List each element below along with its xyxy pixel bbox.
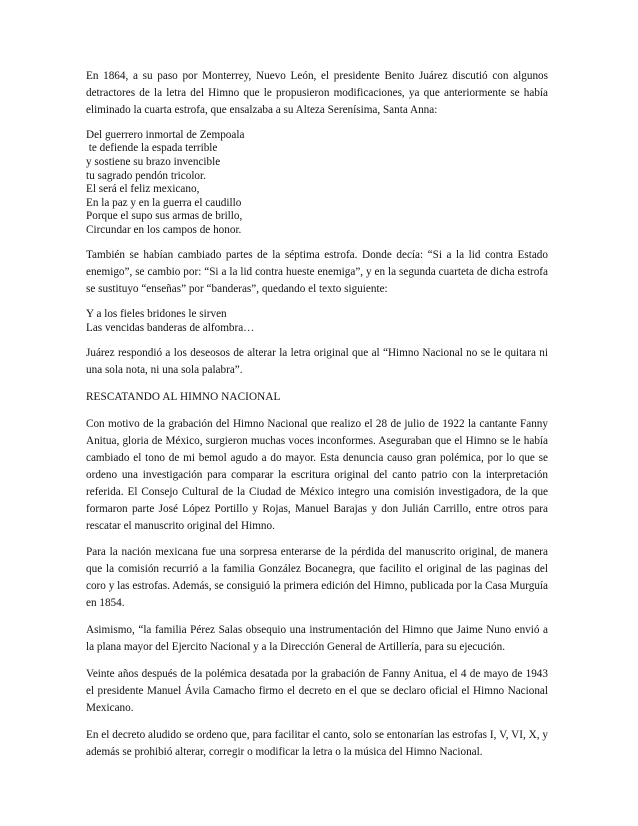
paragraph-septima-estrofa: También se habían cambiado partes de la séptima estrofa. Donde decía: “Si a la lid contra Estado enemigo”, se cambio por: “Si a la lid contra hueste enemiga”, y en la segunda cuarteta de dicha estrofa se sustituyo “enseñas” por “banderas”, quedando el texto siguiente: [86, 249, 548, 296]
verse-line: y sostiene su brazo invencible [86, 155, 221, 168]
paragraph-decreto-estrofas: En el decreto aludido se ordeno que, para facilitar el canto, solo se entonarían las estrofas I, V, VI, X, y además se prohibió alterar, corregir o modificar la letra o la música del Himno Nacional. [86, 728, 548, 758]
verse-line: Las vencidas banderas de alfombra… [86, 321, 255, 334]
paragraph-perdida-manuscrito: Para la nación mexicana fue una sorpresa enterarse de la pérdida del manuscrito original, de manera que la comisión recurrió a la familia González Bocanegra, que facilito el original de las paginas del coro y las estrofas. Además, se consiguió la primera edición del Himno, publicada por la Casa Murguía en 1854. [86, 546, 548, 610]
verse-line: te defiende la espada terrible [86, 142, 218, 155]
paragraph-decreto-1943: Veinte años después de la polémica desatada por la grabación de Fanny Anitua, el 4 de mayo de 1943 el presidente Manuel Ávila Camacho firmo el decreto en el que se declaro oficial el Himno Nacional Mexicano. [86, 667, 548, 714]
verse-line: En la paz y en la guerra el caudillo [86, 196, 242, 209]
verse-line: Porque el supo sus armas de brillo, [86, 210, 243, 223]
paragraph-juarez-respuesta: Juárez respondió a los deseosos de alterar la letra original que al “Himno Nacional no se le quitara ni una sola nota, ni una sola palabra”. [86, 347, 548, 377]
document-body [86, 68, 548, 770]
paragraph-grabacion-1922: Con motivo de la grabación del Himno Nacional que realizo el 28 de julio de 1922 la cantante Fanny Anitua, gloria de México, surgieron muchas voces inconformes. Aseguraban que el Himno se le había cambiado el tono de mi bemol agudo a do mayor. Esta denuncia causo gran polémica, por lo que se ordeno una investigación para comparar la escritura original del canto patrio con la interpretación referida. El Consejo Cultural de la Ciudad de México integro una comisión investigadora, de la que formaron parte José López Portillo y Rojas, Manuel Barajas y don Julián Carrillo, entre otros para rescatar el manuscrito original del Himno. [86, 418, 548, 532]
verse-line: Circundar en los campos de honor. [86, 223, 242, 236]
paragraph-juarez-monterrey: En 1864, a su paso por Monterrey, Nuevo León, el presidente Benito Juárez discutió con algunos detractores de la letra del Himno que le propusieron modificaciones, ya que anteriormente se había eliminado la cuarta estrofa, que ensalzaba a su Alteza Serenísima, Santa Anna: [86, 70, 548, 116]
section-heading: RESCATANDO AL HIMNO NACIONAL [86, 391, 281, 404]
verse-line: El será el feliz mexicano, [86, 183, 200, 196]
verse-cuarta-estrofa [86, 129, 548, 238]
verse-line: tu sagrado pendón tricolor. [86, 169, 206, 182]
verse-line: Del guerrero inmortal de Zempoala [86, 128, 245, 141]
verse-septima-estrofa [86, 308, 548, 335]
verse-line: Y a los fieles bridones le sirven [86, 308, 227, 321]
paragraph-instrumentacion: Asimismo, “la familia Pérez Salas obsequio una instrumentación del Himno que Jaime Nuno envió a la plana mayor del Ejercito Nacional y a la Dirección General de Artillería, para su ejecución. [86, 624, 548, 653]
